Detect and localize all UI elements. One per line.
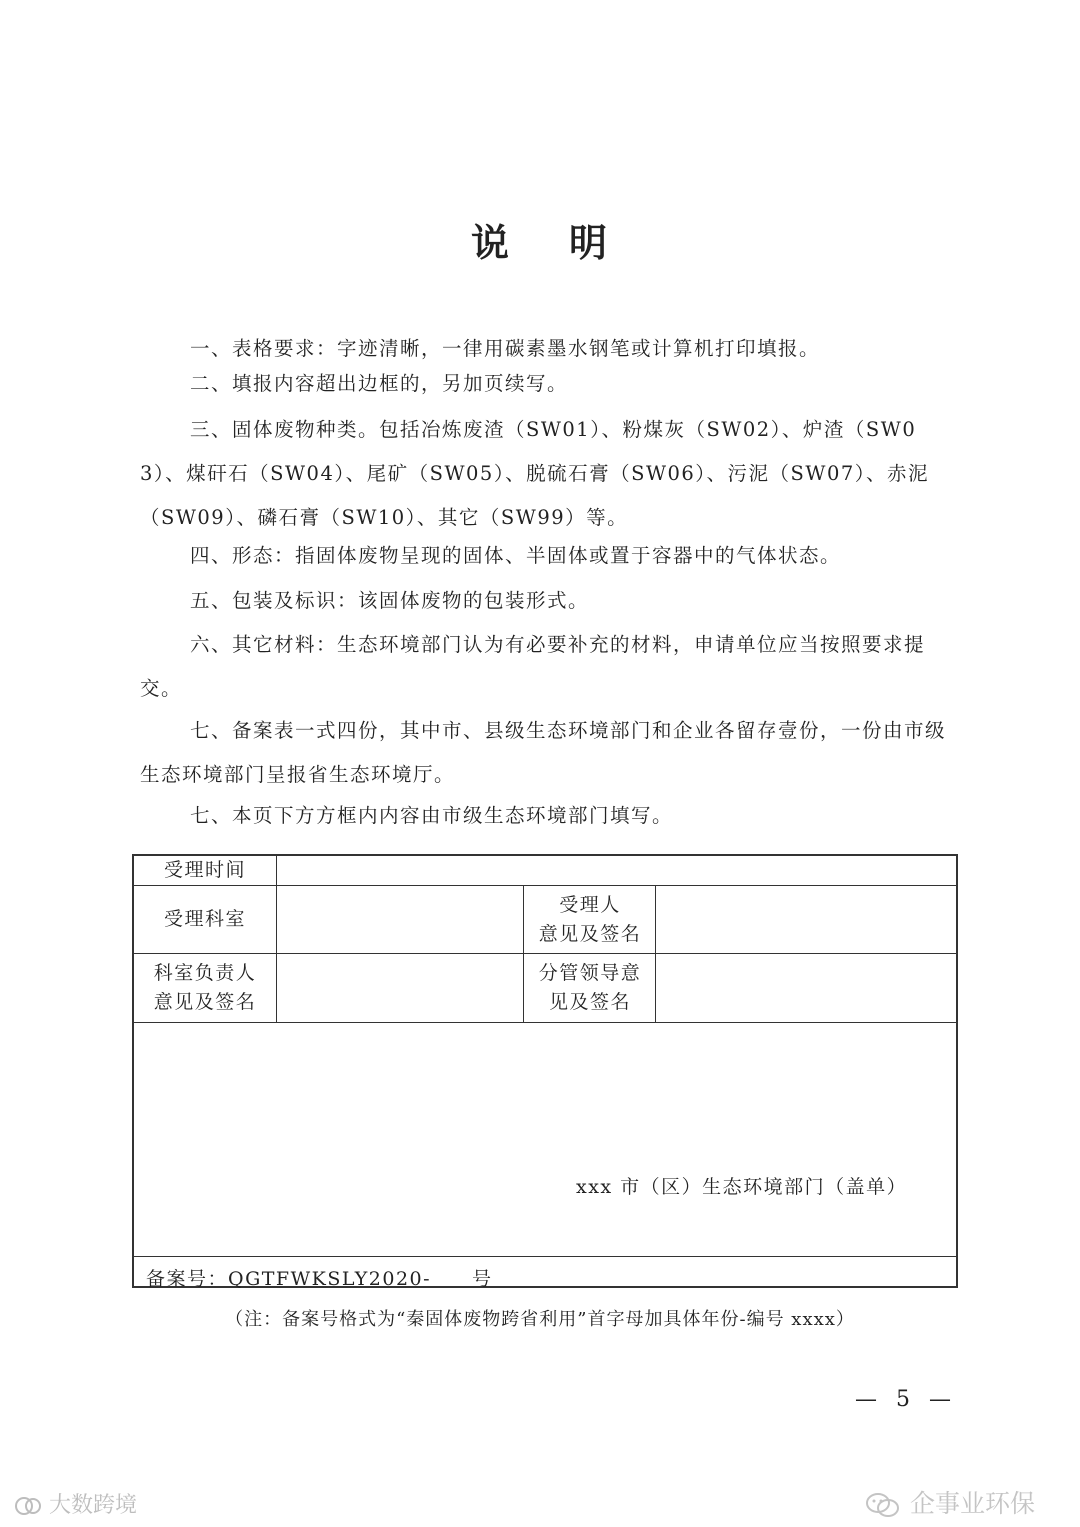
department-stamp-text: xxx 市（区）生态环境部门（盖单） [576, 1176, 908, 1198]
acceptor-label-line2: 意见及签名 [538, 922, 642, 945]
watermark-left-text: 大数跨境 [49, 1493, 138, 1518]
instruction-item: 六、其它材料：生态环境部门认为有必要补充的材料，申请单位应当按照要求提交。 [140, 633, 926, 700]
leader-signature-field[interactable] [657, 954, 956, 1022]
accept-time-field[interactable] [278, 856, 956, 885]
acceptor-label [525, 886, 655, 953]
record-number-suffix: 号 [472, 1268, 493, 1290]
chat-logo-icon [14, 1494, 42, 1518]
filing-table [132, 854, 958, 1288]
dept-head-signature-field[interactable] [278, 954, 522, 1022]
instruction-item: 五、包装及标识：该固体废物的包装形式。 [190, 589, 590, 612]
dept-head-label-line2: 意见及签名 [153, 991, 257, 1013]
acceptor-signature-field[interactable] [657, 886, 956, 953]
wechat-icon [864, 1490, 902, 1520]
dept-head-label [134, 954, 276, 1022]
leader-label-line1: 分管领导意 [538, 962, 642, 984]
page-number: — 5 — [855, 1387, 957, 1412]
watermark-right [864, 1484, 1035, 1520]
accept-time-label: 受理时间 [163, 859, 246, 881]
watermark-right-text: 企事业环保 [909, 1489, 1035, 1518]
record-number-label: 备案号：QGTFWKSLY2020- [146, 1268, 432, 1290]
accept-dept-label: 受理科室 [163, 908, 246, 930]
title-char-2: 明 [569, 221, 610, 265]
instruction-item: 四、形态：指固体废物呈现的固体、半固体或置于容器中的气体状态。 [190, 544, 842, 567]
format-note: （注：备案号格式为“秦固体废物跨省利用”首字母加具体年份-编号 xxxx） [225, 1309, 855, 1330]
instruction-item: 七、备案表一式四份，其中市、县级生态环境部门和企业各留存壹份，一份由市级生态环境部门呈报省生态环境厅。 [140, 719, 947, 786]
instruction-item: 三、固体废物种类。包括冶炼废渣（SW01）、粉煤灰（SW02）、炉渣（SW03）、煤矸石（SW04）、尾矿（SW05）、脱硫石膏（SW06）、污泥（SW07）、赤泥（SW09）、磷石膏（SW10）、其它（SW99）等。 [140, 418, 930, 529]
leader-label-line2: 见及签名 [548, 991, 631, 1013]
dept-head-label-line1: 科室负责人 [153, 962, 257, 984]
acceptor-label-line1: 受理人 [559, 893, 621, 916]
instruction-item: 一、表格要求：字迹清晰，一律用碳素墨水钢笔或计算机打印填报。 [190, 337, 821, 360]
title-char-1: 说 [470, 221, 511, 265]
page-title [0, 212, 1080, 267]
watermark-left [14, 1488, 137, 1519]
leader-label [525, 954, 655, 1022]
instruction-item: 二、填报内容超出边框的，另加页续写。 [190, 372, 569, 395]
instruction-item: 七、本页下方方框内内容由市级生态环境部门填写。 [190, 804, 674, 827]
accept-dept-field[interactable] [278, 886, 522, 953]
